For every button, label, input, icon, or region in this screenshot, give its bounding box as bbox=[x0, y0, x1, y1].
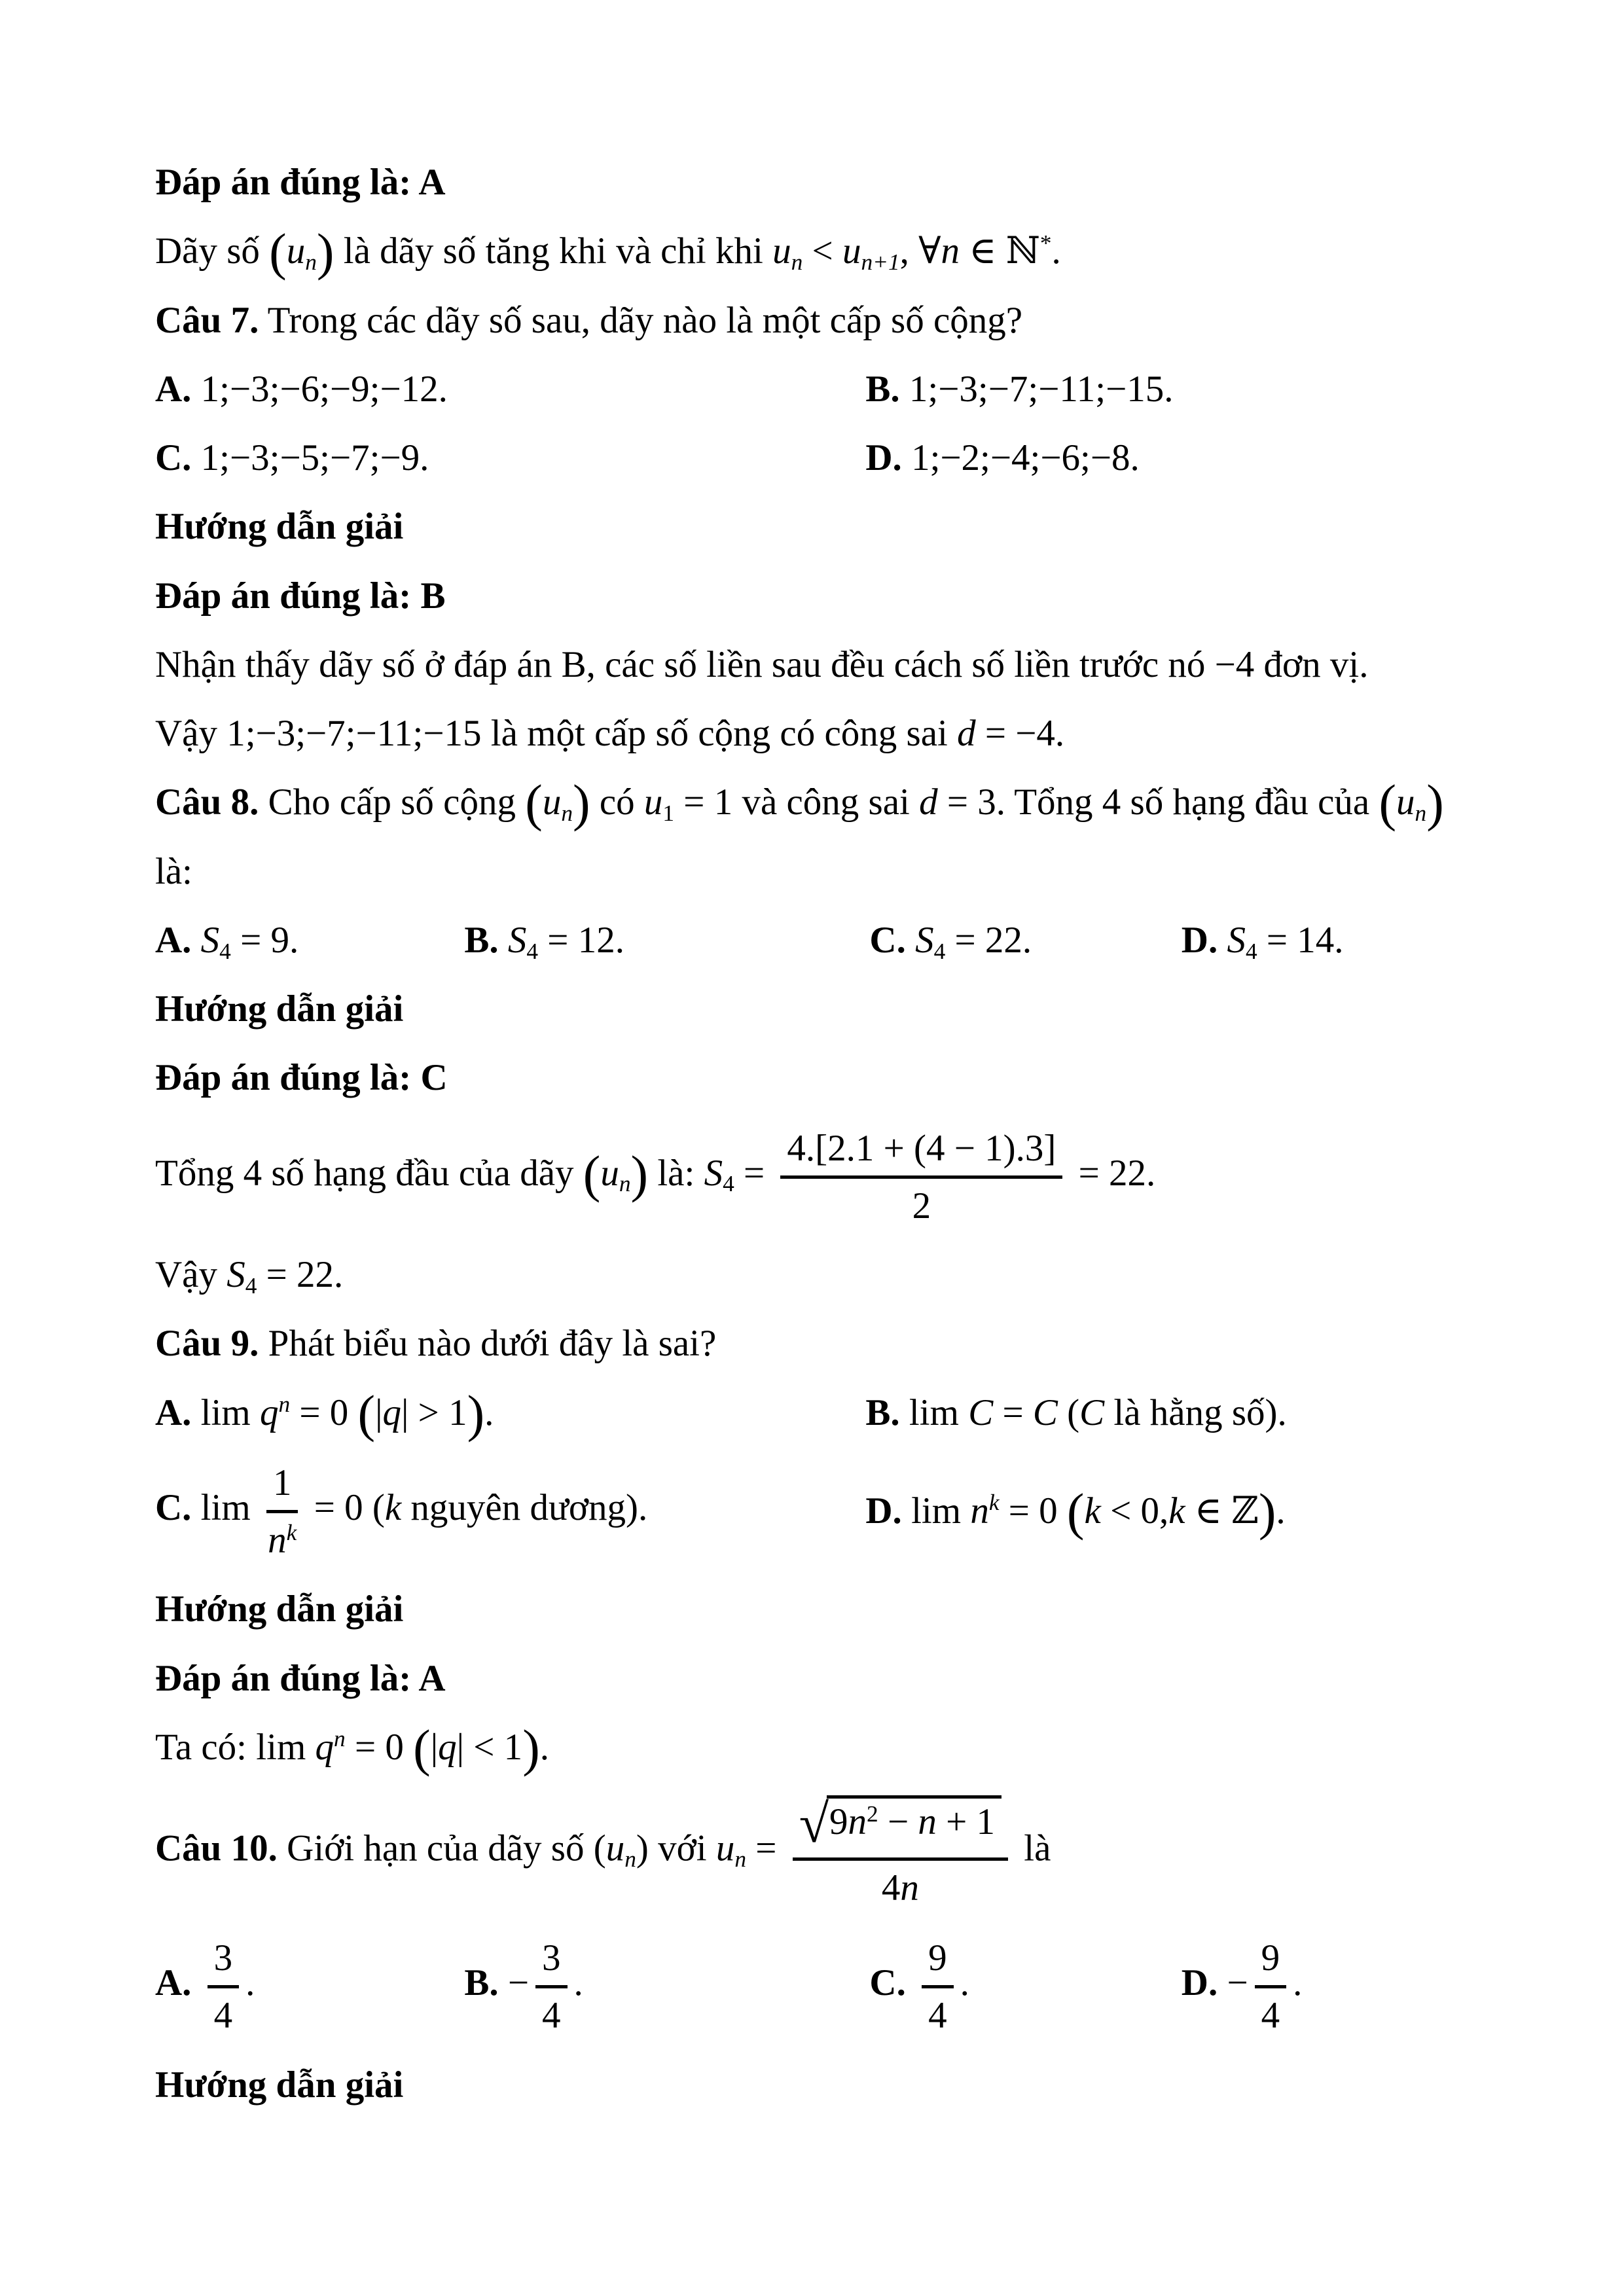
q8-option-d: D. $S_4 = 14$. bbox=[1181, 919, 1344, 964]
q10-options-row bbox=[155, 1935, 1471, 2038]
q8-stem: Câu 8. Cho cấp số cộng $(u_n)$ có $u_1 = 1$ và công sai d = 3. Tổng 4 số hạng đầu của $(u_n)$ bbox=[155, 774, 1444, 833]
q7-option-d: D. 1;−2;−4;−6;−8. bbox=[865, 437, 1140, 478]
q10-option-a: A. $\frac{3}{4}$ . bbox=[155, 1935, 464, 2038]
q7-answer-label: Đáp án đúng là: B bbox=[155, 575, 446, 617]
q8-answer-label: Đáp án đúng là: C bbox=[155, 1057, 448, 1099]
q10-option-c: C. $\frac{9}{4}$ . bbox=[869, 1935, 1181, 2038]
q9-answer-label: Đáp án đúng là: A bbox=[155, 1657, 446, 1699]
q7-stem bbox=[155, 298, 1471, 342]
q7-options-row-2 bbox=[155, 436, 1471, 480]
q9-solution-line-1: Ta có: $\lim q^n = 0$ (|q| < 1). bbox=[155, 1719, 550, 1778]
q6-explanation: Dãy số $(u_n)$ là dãy số tăng khi và chỉ khi $u_n < u_{n+1}$, ∀n ∈ ℕ*. bbox=[155, 223, 1061, 281]
q8-guide-label: Hướng dẫn giải bbox=[155, 988, 404, 1030]
q9-options-row-2 bbox=[155, 1460, 1471, 1563]
q8-options-row bbox=[155, 918, 1471, 962]
q8-stem-continued: là: bbox=[155, 850, 192, 892]
q10-option-d: D. − $\frac{9}{4}$ . bbox=[1182, 1935, 1471, 2038]
q9-stem-text: Phát biểu nào dưới đây là sai? bbox=[259, 1323, 717, 1365]
q8-option-a: A. $S_4 = 9$. bbox=[155, 919, 299, 964]
q10-guide-label: Hướng dẫn giải bbox=[155, 2064, 404, 2106]
q7-option-a: A. 1;−3;−6;−9;−12. bbox=[155, 368, 448, 410]
q9-option-a: A. $\lim q^n = 0$ (|q| > 1). bbox=[155, 1385, 494, 1443]
q9-options-row-1 bbox=[155, 1385, 1471, 1443]
q7-solution-line-1: Nhận thấy dãy số ở đáp án B, các số liền sau đều cách số liền trước nó −4 đơn vị. bbox=[155, 643, 1369, 685]
q7-solution-line-2: Vậy 1;−3;−7;−11;−15 là một cấp số cộng có công sai d = −4. bbox=[155, 713, 1065, 754]
document-content bbox=[155, 160, 1471, 2132]
q8-solution-line-1: Tổng 4 số hạng đầu của dãy $(u_n)$ là: $S_4$ = $\frac{4.[2.1 + (4 - 1).3]}{2}$ = 22. bbox=[155, 1125, 1471, 1229]
q10-stem: Câu 10. Giới hạn của dãy số $(u_n)$ với $u_n$ = √ $9n^2 - n + 1$ 4n là bbox=[155, 1793, 1051, 1909]
q7-option-b: B. 1;−3;−7;−11;−15. bbox=[865, 368, 1174, 410]
q10-option-b: B. − $\frac{3}{4}$ . bbox=[464, 1935, 869, 2038]
q7-number: Câu 7. bbox=[155, 299, 259, 341]
q9-option-b: B. lim C = C (C là hằng số). bbox=[865, 1391, 1287, 1433]
q7-guide-label: Hướng dẫn giải bbox=[155, 506, 404, 548]
q9-number: Câu 9. bbox=[155, 1323, 259, 1365]
q8-option-b: B. $S_4 = 12$. bbox=[464, 919, 624, 964]
q7-option-c: C. 1;−3;−5;−7;−9. bbox=[155, 437, 429, 478]
q9-stem bbox=[155, 1321, 1471, 1365]
q9-guide-label: Hướng dẫn giải bbox=[155, 1588, 404, 1630]
q8-solution-line-2: Vậy $S_4 = 22$. bbox=[155, 1254, 344, 1299]
q6-answer-label: Đáp án đúng là: A bbox=[155, 162, 446, 203]
q8-option-c: C. $S_4 = 22$. bbox=[869, 919, 1032, 964]
q7-options-row-1 bbox=[155, 367, 1471, 411]
q9-option-d: D. $\lim n^k = 0$ (k < 0,k ∈ ℤ). bbox=[865, 1483, 1286, 1541]
q7-stem-text: Trong các dãy số sau, dãy nào là một cấp số cộng? bbox=[259, 299, 1023, 341]
q9-option-c: C. lim $\frac{1}{n^k}$ = 0 (k nguyên dương). bbox=[155, 1460, 865, 1563]
